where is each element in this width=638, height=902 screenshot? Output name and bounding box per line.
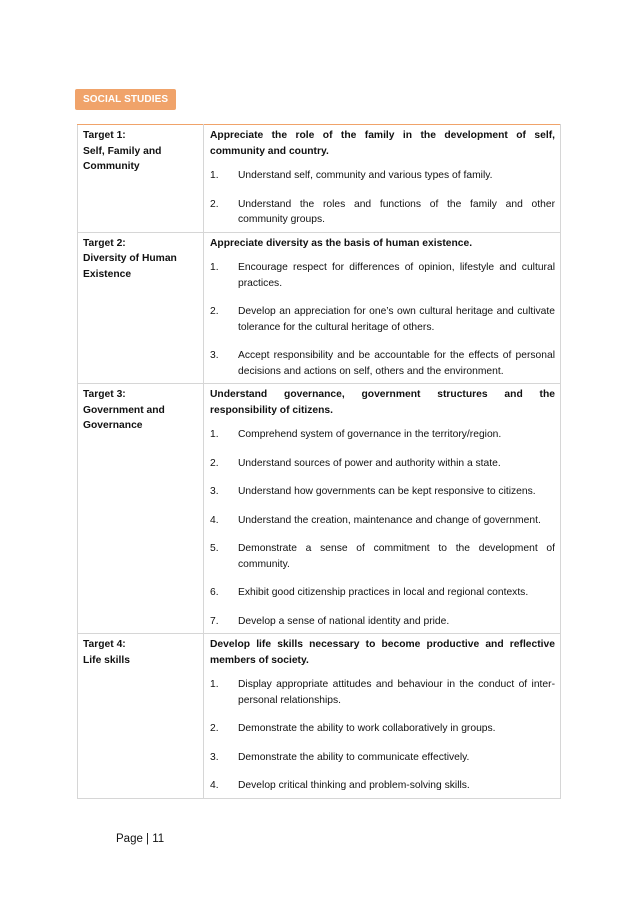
item-text: Demonstrate the ability to work collaboratively in groups. bbox=[238, 723, 496, 734]
target-item bbox=[210, 260, 555, 291]
item-number: 2. bbox=[210, 723, 219, 734]
item-number: 2. bbox=[210, 457, 219, 469]
item-text: Display appropriate attitudes and behaviour in the conduct of inter-personal relationships. bbox=[238, 679, 555, 706]
item-number: 3. bbox=[210, 486, 219, 497]
item-number: 1. bbox=[210, 262, 219, 273]
target-item bbox=[210, 197, 555, 228]
target-heading: Develop life skills necessary to become productive and reflective members of society. bbox=[210, 639, 555, 666]
target-item bbox=[210, 677, 555, 708]
target-item bbox=[210, 750, 555, 766]
target-label: Target 1: Self, Family and Community bbox=[78, 125, 204, 233]
item-text: Understand self, community and various types of family. bbox=[238, 170, 493, 181]
target-content bbox=[204, 125, 561, 233]
target-row bbox=[78, 125, 561, 233]
targets-table bbox=[77, 124, 561, 799]
target-row bbox=[78, 634, 561, 799]
target-content bbox=[204, 384, 561, 634]
target-item-list bbox=[210, 677, 555, 794]
page-number: Page | 11 bbox=[116, 833, 165, 845]
item-number: 3. bbox=[210, 350, 219, 361]
target-label: Target 3: Government and Governance bbox=[78, 384, 204, 634]
target-item bbox=[210, 778, 555, 794]
target-heading: Appreciate the role of the family in the development of self, community and country. bbox=[210, 130, 555, 157]
target-item bbox=[210, 348, 555, 379]
item-number: 2. bbox=[210, 198, 219, 210]
item-text: Encourage respect for differences of opinion, lifestyle and cultural practices. bbox=[238, 262, 555, 289]
target-label: Target 2: Diversity of Human Existence bbox=[78, 232, 204, 384]
item-text: Develop an appreciation for one’s own cultural heritage and cultivate tolerance for the cultural heritage of others. bbox=[238, 306, 555, 333]
item-text: Develop critical thinking and problem-solving skills. bbox=[238, 780, 470, 791]
item-number: 1. bbox=[210, 429, 219, 440]
item-text: Understand sources of power and authority within a state. bbox=[238, 457, 501, 469]
target-item bbox=[210, 513, 555, 529]
item-number: 4. bbox=[210, 514, 219, 526]
target-item bbox=[210, 168, 555, 184]
target-heading: Understand governance, government structures and the responsibility of citizens. bbox=[210, 389, 555, 416]
target-item-list bbox=[210, 260, 555, 379]
target-item bbox=[210, 484, 555, 500]
targets-table-body bbox=[78, 125, 561, 799]
target-item-list bbox=[210, 427, 555, 629]
item-number: 7. bbox=[210, 615, 219, 627]
item-number: 5. bbox=[210, 543, 219, 554]
target-item bbox=[210, 585, 555, 601]
item-number: 1. bbox=[210, 170, 219, 181]
target-item bbox=[210, 427, 555, 443]
item-text: Comprehend system of governance in the territory/region. bbox=[238, 429, 502, 440]
item-number: 2. bbox=[210, 306, 219, 317]
item-text: Develop a sense of national identity and pride. bbox=[238, 615, 450, 627]
item-number: 1. bbox=[210, 679, 219, 690]
target-item bbox=[210, 614, 555, 630]
item-number: 4. bbox=[210, 780, 219, 791]
target-label: Target 4: Life skills bbox=[78, 634, 204, 799]
target-heading: Appreciate diversity as the basis of human existence. bbox=[210, 237, 473, 249]
item-number: 6. bbox=[210, 587, 219, 598]
item-text: Understand how governments can be kept responsive to citizens. bbox=[238, 486, 536, 497]
item-number: 3. bbox=[210, 751, 219, 763]
section-badge: SOCIAL STUDIES bbox=[75, 89, 176, 110]
item-text: Accept responsibility and be accountable for the effects of personal decisions and actions on self, others and the environment. bbox=[238, 350, 555, 377]
item-text: Demonstrate a sense of commitment to the development of community. bbox=[238, 543, 555, 570]
target-item bbox=[210, 456, 555, 472]
item-text: Demonstrate the ability to communicate effectively. bbox=[238, 751, 470, 763]
target-item bbox=[210, 721, 555, 737]
target-content bbox=[204, 634, 561, 799]
target-item-list bbox=[210, 168, 555, 228]
target-content bbox=[204, 232, 561, 384]
target-row bbox=[78, 384, 561, 634]
target-row bbox=[78, 232, 561, 384]
target-item bbox=[210, 304, 555, 335]
item-text: Understand the creation, maintenance and change of government. bbox=[238, 514, 541, 526]
item-text: Understand the roles and functions of the family and other community groups. bbox=[238, 198, 555, 225]
item-text: Exhibit good citizenship practices in local and regional contexts. bbox=[238, 587, 529, 598]
target-item bbox=[210, 541, 555, 572]
